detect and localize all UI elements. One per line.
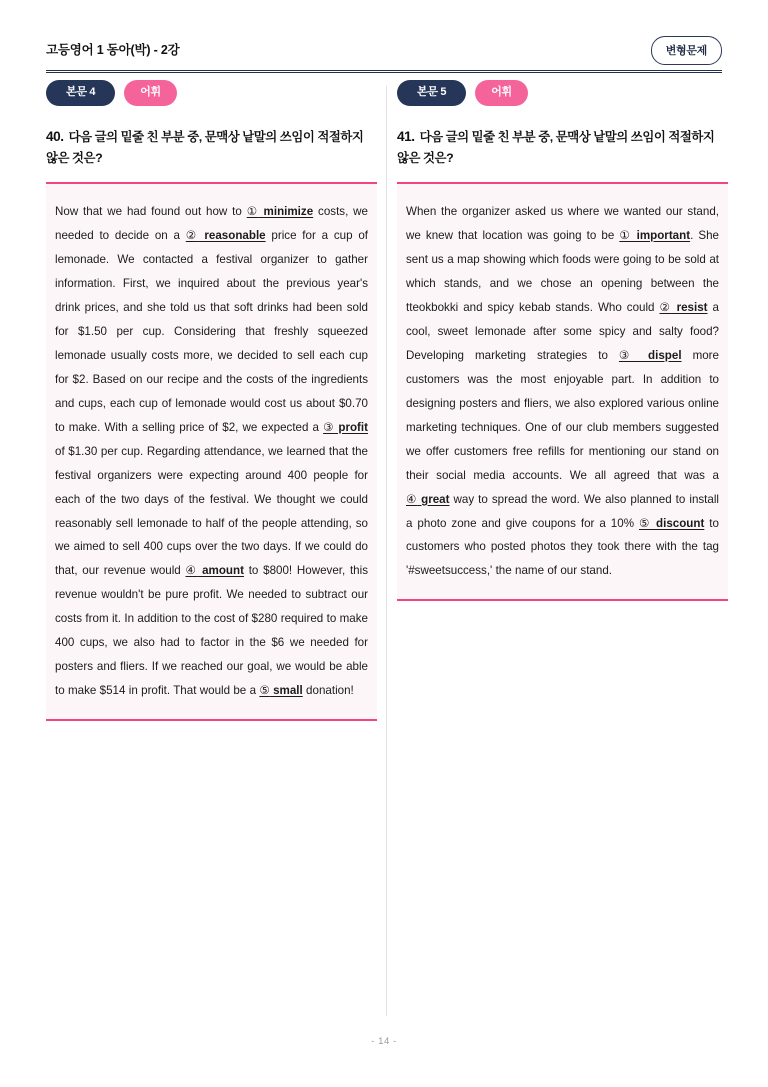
- passage-box: [397, 182, 728, 602]
- underlined-choice: ⑤ discount: [639, 516, 705, 530]
- question-text: 다음 글의 밑줄 친 부분 중, 문맥상 낱말의 쓰임이 적절하지 않은 것은?: [397, 130, 715, 166]
- category-badge: 어휘: [124, 80, 177, 106]
- page-footer: - 14 -: [371, 1036, 397, 1047]
- section-badge: 본문 4: [46, 80, 115, 106]
- column-right: [397, 80, 728, 601]
- passage-text: When the organizer asked us where we wanted our stand, we knew that location was going to be ① important. She sent us a map showing which foods were going to be sold at which stands, and we chose an opening between the tteokbokki and spicy kebab stands. Who could ② resist a cool, sweet lemonade after some spicy and salty food? Developing marketing strategies to ③ dispel more customers was the most enjoyable part. In addition to designing posters and fliers, we also explored various online marketing techniques. One of our club members suggested we offer customers free refills for mentioning our stand on their social media accounts. We all agreed that was a ④ great way to spread the word. We also planned to install a photo zone and give coupons for a 10% ⑤ discount to customers who posted photos they took there with the tag '#sweetsuccess,' the name of our stand.: [406, 204, 720, 578]
- underlined-choice: ① important: [619, 228, 691, 242]
- column-divider: [386, 86, 387, 1016]
- tag-row: [46, 80, 377, 106]
- choice-marker: ①: [246, 204, 259, 218]
- choice-marker: ⑤: [259, 684, 270, 698]
- header-double-rule: [46, 70, 722, 73]
- question-text: 다음 글의 밑줄 친 부분 중, 문맥상 낱말의 쓰임이 적절하지 않은 것은?: [46, 130, 364, 166]
- category-badge: 어휘: [475, 80, 528, 106]
- question-number: 41.: [397, 129, 415, 144]
- page-header: [46, 38, 722, 72]
- passage-text: Now that we had found out how to ① minimize costs, we needed to decide on a ② reasonable price for a cup of lemonade. We contacted a festival organizer to gather information. First, we inquired about the previous year's drink prices, and she told us that soft drinks had been sold for $1.50 per cup. Considering that freshly squeezed lemonade usually costs more, we decided to sell each cup for $2. Based on our recipe and the costs of the ingredients and cups, each cup of lemonade would cost us about $0.70 to make. With a selling price of $2, we expected a ③ profit of $1.30 per cup. Regarding attendance, we learned that the festival organizers were expecting around 400 people for each of the two days of the festival. We thought we could reasonably sell lemonade to half of the people attending, so we aimed to sell 400 cups over the two days. If we could do that, our revenue would ④ amount to $800! However, this revenue wouldn't be pure profit. We needed to subtract our costs from it. In addition to the cost of $280 required to make 400 cups, we also had to factor in the $6 we needed for posters and fliers. If we reached our goal, we would be able to make $514 in profit. That would be a ⑤ small donation!: [55, 204, 368, 698]
- choice-marker: ②: [185, 228, 199, 242]
- choice-marker: ④: [185, 564, 198, 578]
- section-badge: 본문 5: [397, 80, 466, 106]
- underlined-choice: ② reasonable: [185, 228, 266, 242]
- choice-marker: ③: [323, 420, 335, 434]
- variant-problem-badge: 변형문제: [651, 36, 722, 65]
- underlined-choice: ① minimize: [246, 204, 314, 218]
- passage-box: [46, 182, 377, 722]
- choice-marker: ②: [659, 300, 672, 314]
- choice-marker: ①: [619, 228, 632, 242]
- choice-marker: ③: [618, 348, 638, 362]
- choice-marker: ⑤: [639, 516, 652, 530]
- underlined-choice: ④ amount: [185, 564, 244, 578]
- question-prompt: [46, 125, 377, 170]
- question-prompt: [397, 125, 728, 170]
- underlined-choice: ③ dispel: [618, 348, 682, 362]
- underlined-choice: ⑤ small: [259, 684, 303, 698]
- question-number: 40.: [46, 129, 64, 144]
- choice-marker: ④: [406, 492, 418, 506]
- underlined-choice: ② resist: [659, 300, 708, 314]
- page-title: 고등영어 1 동아(박) - 2강: [46, 43, 180, 57]
- column-left: [46, 80, 377, 721]
- tag-row: [397, 80, 728, 106]
- underlined-choice: ④ great: [406, 492, 450, 506]
- underlined-choice: ③ profit: [323, 420, 368, 434]
